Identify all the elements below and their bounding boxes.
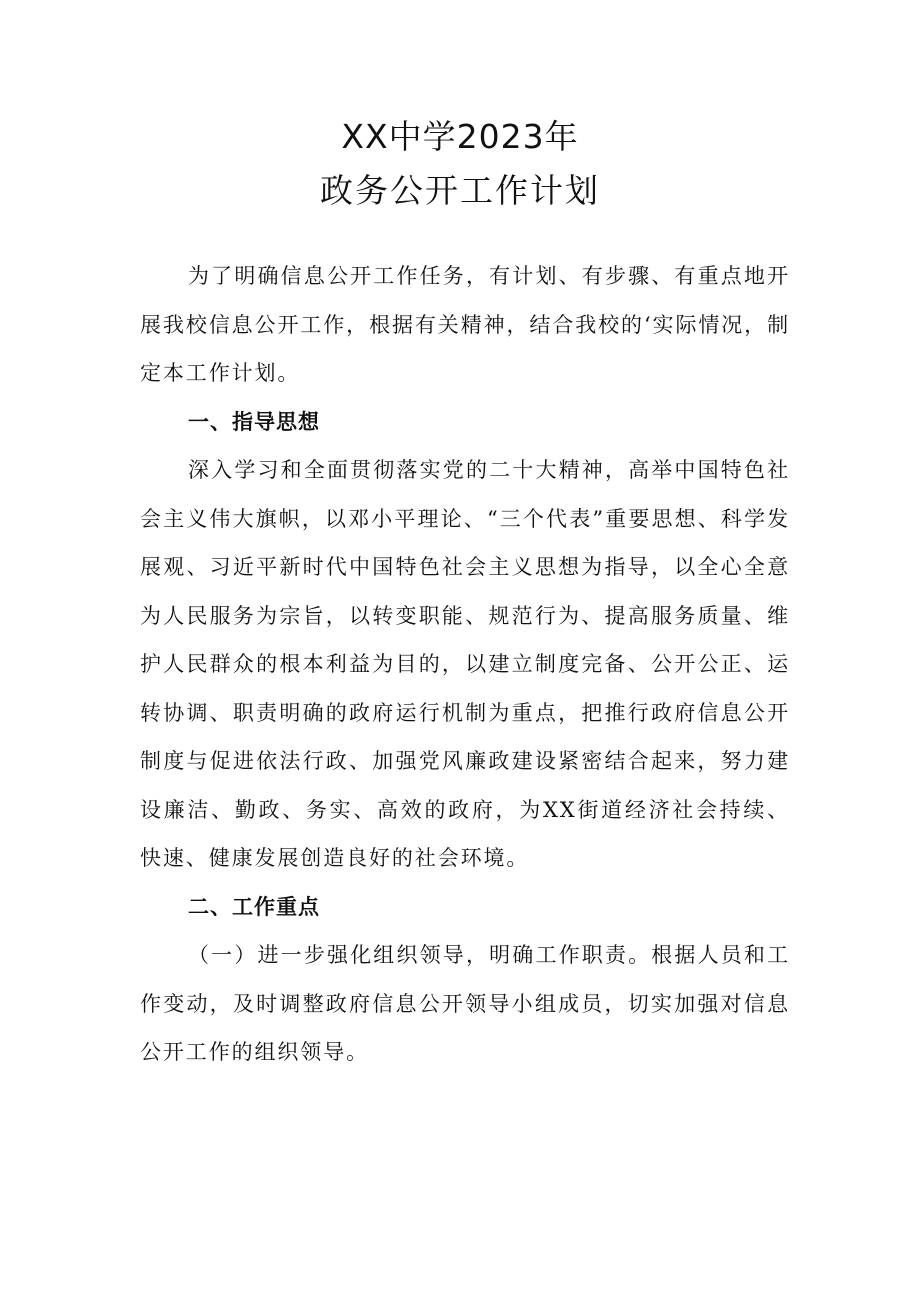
work-focus-item-1: （一）进一步强化组织领导，明确工作职责。根据人员和工作变动，及时调整政府信息公开领导小组成员，切实加强对信息公开工作的组织领导。 xyxy=(140,943,790,1064)
intro-paragraph: 为了明确信息公开工作任务，有计划、有步骤、有重点地开展我校信息公开工作，根据有关精神，结合我校的‘实际情况，制定本工作计划。 xyxy=(140,264,790,385)
section-heading-work-focus: 二、工作重点 xyxy=(188,894,320,919)
document-body xyxy=(140,252,790,1077)
title-line-1: XX中学2023年 xyxy=(341,117,579,156)
guiding-thought-paragraph: 深入学习和全面贯彻落实党的二十大精神，高举中国特色社会主义伟大旗帜，以邓小平理论、“三个代表”重要思想、科学发展观、习近平新时代中国特色社会主义思想为指导，以全心全意为人民服务为宗旨，以转变职能、规范行为、提高服务质量、维护人民群众的根本利益为目的，以建立制度完备、公开公正、运转协调、职责明确的政府运行机制为重点，把推行政府信息公开制度与促进依法行政、加强党风廉政建设紧密结合起来，努力建设廉洁、勤政、务实、高效的政府，为XX街道经济社会持续、快速、健康发展创造良好的社会环境。 xyxy=(140,458,790,870)
document-title xyxy=(0,112,920,216)
title-line-2: 政务公开工作计划 xyxy=(320,171,600,210)
section-heading-guiding-thought: 一、指导思想 xyxy=(188,409,320,434)
